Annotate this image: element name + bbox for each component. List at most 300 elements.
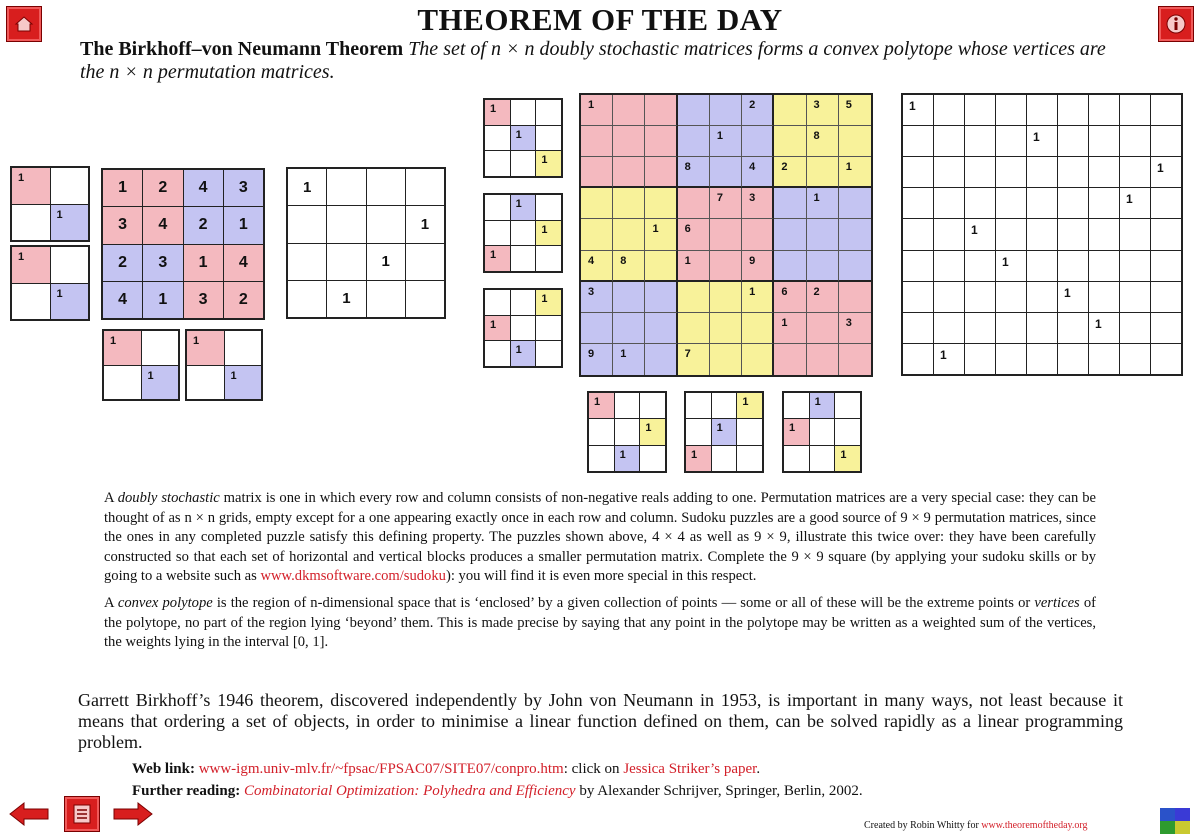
matrix-cell: 1	[774, 313, 806, 344]
matrix-cell: 1	[1120, 188, 1150, 218]
text-run: : click on	[563, 761, 624, 777]
matrix-cell	[1027, 313, 1057, 343]
website-link[interactable]: www.theoremoftheday.org	[981, 820, 1088, 831]
web-link-line	[132, 758, 1132, 780]
matrix-cell	[1058, 344, 1088, 374]
matrix-cell	[934, 282, 964, 312]
matrix-cell	[1027, 344, 1057, 374]
matrix-cell	[774, 188, 806, 219]
matrix-cell: 1	[1151, 157, 1181, 187]
matrix-cell	[51, 247, 89, 283]
matrix-cell	[12, 205, 50, 241]
term-convex-polytope: convex polytope	[117, 594, 213, 611]
matrix-cell	[1151, 188, 1181, 218]
matrix-cell: 1	[1058, 282, 1088, 312]
matrix-cell: 1	[225, 366, 262, 400]
small-matrix-3x3	[483, 288, 563, 368]
matrix-cell	[996, 188, 1026, 218]
matrix-cell	[1058, 219, 1088, 249]
matrix-cell	[581, 157, 613, 188]
matrix-cell	[774, 251, 806, 282]
matrix-cell	[742, 219, 774, 250]
small-matrix-3x3	[587, 391, 667, 473]
matrix-cell	[288, 206, 326, 242]
matrix-cell	[1027, 157, 1057, 187]
logo-icon	[1160, 808, 1190, 834]
matrix-cell	[645, 188, 677, 219]
matrix-cell: 1	[678, 251, 710, 282]
matrix-cell	[710, 95, 742, 126]
matrix-cell	[965, 344, 995, 374]
matrix-cell	[645, 344, 677, 375]
matrix-cell	[288, 244, 326, 280]
matrix-cell	[1027, 219, 1057, 249]
matrix-cell	[51, 168, 89, 204]
matrix-cell	[1089, 95, 1119, 125]
small-matrix-3x3	[684, 391, 764, 473]
matrix-cell	[536, 126, 561, 151]
matrix-cell: 1	[737, 393, 762, 418]
matrix-cell	[996, 219, 1026, 249]
matrix-cell	[645, 313, 677, 344]
matrix-cell	[187, 366, 224, 400]
matrix-cell: 1	[784, 419, 809, 444]
matrix-cell	[903, 251, 933, 281]
matrix-cell: 2	[774, 157, 806, 188]
matrix-cell	[1120, 344, 1150, 374]
matrix-cell: 1	[184, 245, 223, 281]
matrix-cell	[1151, 219, 1181, 249]
matrix-cell: 1	[142, 366, 179, 400]
matrix-cell: 1	[640, 419, 665, 444]
matrix-cell	[965, 251, 995, 281]
small-matrix-2x2	[10, 245, 90, 321]
text-run: matrix is one in which every row and column consists of non-negative reals adding to one. Permutation matrices are a very special case: they can be thought of as n × n grids, empty except for a one appearing exactly once in each row and column. Sudoku puzzles are a good source of 9 × 9 permutation matrices, since the ones in any completed puzzle satisfy this defining property. The puzzles shown above, 4 × 4 as well as 9 × 9, illustrate this twice over: they have been carefully constructed so that each set of horizontal and vertical blocks produces a smaller permutation matrix. Complete the 9 × 9 square (by applying your sudoku skills or by going to a website such as	[104, 490, 1096, 585]
matrix-cell	[712, 446, 737, 471]
web-link-label: Web link:	[132, 761, 195, 777]
matrix-cell: 1	[406, 206, 444, 242]
matrix-cell	[589, 419, 614, 444]
matrix-cell	[965, 157, 995, 187]
matrix-cell	[613, 219, 645, 250]
matrix-cell	[613, 188, 645, 219]
permutation-matrix-4x4	[286, 167, 446, 319]
matrix-cell: 2	[742, 95, 774, 126]
matrix-cell	[742, 126, 774, 157]
matrix-cell	[613, 95, 645, 126]
matrix-cell	[1151, 251, 1181, 281]
matrix-cell	[536, 100, 561, 125]
matrix-cell: 1	[187, 331, 224, 365]
credit-line	[864, 820, 1088, 831]
small-matrix-2x2	[10, 166, 90, 242]
matrix-cell: 4	[224, 245, 263, 281]
matrix-cell	[1058, 126, 1088, 156]
matrix-cell	[686, 393, 711, 418]
matrix-cell	[511, 290, 536, 315]
matrix-cell	[784, 446, 809, 471]
matrix-cell	[536, 195, 561, 220]
matrix-cell: 5	[839, 95, 871, 126]
arrow-right-icon[interactable]	[112, 800, 154, 828]
web-link-url[interactable]: www-igm.univ-mlv.fr/~fpsac/FPSAC07/SITE07/conpro.htm	[198, 761, 564, 777]
matrix-cell	[1089, 188, 1119, 218]
matrix-cell: 1	[615, 446, 640, 471]
text-run: .	[756, 761, 761, 777]
matrix-cell	[536, 316, 561, 341]
matrix-cell	[645, 95, 677, 126]
matrix-cell	[934, 188, 964, 218]
matrix-cell	[511, 246, 536, 271]
small-matrix-3x3	[782, 391, 862, 473]
matrix-cell	[1120, 219, 1150, 249]
matrix-cell	[615, 393, 640, 418]
matrix-cell: 1	[485, 316, 510, 341]
matrix-cell: 1	[536, 221, 561, 246]
matrix-cell: 1	[839, 157, 871, 188]
matrix-cell	[485, 126, 510, 151]
text-run: A	[104, 490, 118, 506]
matrix-cell: 3	[103, 207, 142, 243]
matrix-cell	[678, 313, 710, 344]
matrix-cell	[1089, 282, 1119, 312]
references	[132, 758, 1132, 802]
matrix-cell	[12, 284, 50, 320]
text-run: is the region of n-dimensional space that is ‘enclosed’ by a given collection of points — some or all of these will be the extreme points or	[212, 594, 1035, 611]
matrix-cell: 4	[143, 207, 182, 243]
matrix-cell	[839, 188, 871, 219]
matrix-cell: 7	[678, 344, 710, 375]
matrix-cell	[774, 95, 806, 126]
matrix-cell	[1151, 282, 1181, 312]
matrix-cell: 1	[965, 219, 995, 249]
small-matrix-2x2	[102, 329, 180, 401]
term-vertices: vertices	[1034, 594, 1080, 611]
matrix-cell: 1	[288, 169, 326, 205]
sudoku-link[interactable]: www.dkmsoftware.com/sudoku	[260, 568, 446, 585]
matrix-cell	[1089, 157, 1119, 187]
matrix-cell	[485, 151, 510, 176]
matrix-cell	[810, 419, 835, 444]
matrix-cell: 6	[774, 282, 806, 313]
matrix-cell	[581, 188, 613, 219]
further-reading-label: Further reading:	[132, 783, 241, 799]
paper-link[interactable]: Jessica Striker’s paper	[623, 761, 757, 777]
matrix-cell	[742, 313, 774, 344]
matrix-cell: 3	[742, 188, 774, 219]
matrix-cell	[640, 446, 665, 471]
text-run: by Alexander Schrijver, Springer, Berlin, 2002.	[575, 783, 863, 799]
matrix-cell	[710, 251, 742, 282]
matrix-cell	[645, 282, 677, 313]
matrix-cell: 2	[143, 170, 182, 206]
matrix-cell	[615, 419, 640, 444]
matrix-cell	[903, 126, 933, 156]
matrix-cell: 1	[536, 151, 561, 176]
matrix-cell	[1027, 251, 1057, 281]
matrix-cell	[1089, 219, 1119, 249]
matrix-cell: 1	[485, 100, 510, 125]
matrix-cell	[903, 282, 933, 312]
matrix-cell	[511, 221, 536, 246]
matrix-cell	[485, 195, 510, 220]
matrix-cell: 1	[903, 95, 933, 125]
matrix-cell	[737, 446, 762, 471]
matrix-cell	[839, 219, 871, 250]
matrix-cell: 1	[12, 247, 50, 283]
matrix-cell	[142, 331, 179, 365]
explanation-text	[104, 489, 1096, 660]
permutation-matrix-9x9	[901, 93, 1183, 376]
matrix-cell	[996, 282, 1026, 312]
matrix-cell	[934, 251, 964, 281]
matrix-cell	[613, 157, 645, 188]
matrix-cell: 1	[1027, 126, 1057, 156]
matrix-cell	[406, 244, 444, 280]
small-matrix-2x2	[185, 329, 263, 401]
matrix-cell	[996, 95, 1026, 125]
matrix-cell	[903, 313, 933, 343]
matrix-cell: 1	[103, 170, 142, 206]
matrix-cell	[225, 331, 262, 365]
matrix-cell: 4	[742, 157, 774, 188]
matrix-cell: 1	[645, 219, 677, 250]
matrix-cell	[807, 219, 839, 250]
matrix-cell: 9	[581, 344, 613, 375]
matrix-cell	[645, 126, 677, 157]
paragraph-convex-polytope	[104, 594, 1096, 653]
matrix-cell	[996, 313, 1026, 343]
matrix-cell	[536, 341, 561, 366]
matrix-cell: 8	[807, 126, 839, 157]
matrix-cell	[737, 419, 762, 444]
matrix-cell	[710, 313, 742, 344]
matrix-cell: 1	[51, 205, 89, 241]
matrix-cell	[807, 157, 839, 188]
matrix-cell	[367, 206, 405, 242]
matrix-cell: 2	[807, 282, 839, 313]
matrix-cell: 1	[934, 344, 964, 374]
matrix-cell: 3	[807, 95, 839, 126]
matrix-cell	[589, 446, 614, 471]
matrix-cell	[536, 246, 561, 271]
matrix-cell	[807, 251, 839, 282]
matrix-cell	[406, 281, 444, 317]
summary-text: Garrett Birkhoff’s 1946 theorem, discovered independently by John von Neumann in 1953, is important in many ways, not least because it means that ordering a set of objects, in order to minimise a linear function defined on them, can be solved rapidly as a linear programming problem.	[78, 690, 1123, 752]
matrix-cell	[1089, 344, 1119, 374]
matrix-cell	[996, 126, 1026, 156]
matrix-cell: 1	[12, 168, 50, 204]
matrix-cell	[678, 188, 710, 219]
matrix-cell	[485, 341, 510, 366]
matrix-cell	[1027, 95, 1057, 125]
matrix-cell	[485, 221, 510, 246]
index-icon	[72, 803, 92, 825]
arrow-left-icon[interactable]	[8, 800, 50, 828]
matrix-cell	[934, 313, 964, 343]
matrix-cell: 2	[103, 245, 142, 281]
matrix-cell	[934, 219, 964, 249]
text-run: A	[104, 594, 118, 611]
theorem-name: The Birkhoff–von Neumann Theorem	[80, 38, 404, 60]
matrix-cell	[581, 126, 613, 157]
matrix-cell: 2	[224, 282, 263, 318]
matrix-cell	[686, 419, 711, 444]
matrix-cell	[288, 281, 326, 317]
matrix-cell: 3	[143, 245, 182, 281]
matrix-cell	[678, 282, 710, 313]
matrix-cell: 7	[710, 188, 742, 219]
matrix-cell	[640, 393, 665, 418]
matrix-cell	[1120, 251, 1150, 281]
matrix-cell: 1	[742, 282, 774, 313]
matrix-cell: 4	[581, 251, 613, 282]
matrix-cell	[406, 169, 444, 205]
matrix-cell: 6	[678, 219, 710, 250]
matrix-cell: 1	[613, 344, 645, 375]
matrix-cell	[934, 95, 964, 125]
matrix-cell	[1120, 157, 1150, 187]
matrix-cell	[903, 344, 933, 374]
sudoku-9x9	[579, 93, 873, 377]
matrix-cell	[327, 244, 365, 280]
matrix-cell	[965, 282, 995, 312]
matrix-cell	[1120, 95, 1150, 125]
matrix-cell: 1	[712, 419, 737, 444]
matrix-cell	[774, 219, 806, 250]
theorem-statement: The set of n × n doubly stochastic matrices forms a convex polytope whose vertices are the n × n permutation matrices.	[80, 38, 1106, 83]
matrix-cell	[996, 157, 1026, 187]
matrix-cell: 1	[807, 188, 839, 219]
matrix-cell	[613, 126, 645, 157]
matrix-cell: 1	[511, 341, 536, 366]
matrix-cell: 2	[184, 207, 223, 243]
theorem-heading	[80, 38, 1130, 84]
matrix-cell	[774, 344, 806, 375]
matrix-cell	[645, 157, 677, 188]
matrix-cell	[327, 206, 365, 242]
matrix-cell: 1	[51, 284, 89, 320]
matrix-cell	[645, 251, 677, 282]
matrix-cell	[367, 281, 405, 317]
matrix-cell	[965, 95, 995, 125]
matrix-cell: 1	[589, 393, 614, 418]
matrix-cell	[678, 126, 710, 157]
sudoku-4x4	[101, 168, 265, 320]
matrix-cell	[742, 344, 774, 375]
matrix-cell	[1151, 95, 1181, 125]
matrix-cell	[965, 313, 995, 343]
matrix-cell	[903, 188, 933, 218]
matrix-cell: 1	[485, 246, 510, 271]
matrix-cell	[839, 251, 871, 282]
matrix-cell: 1	[1089, 313, 1119, 343]
small-matrix-3x3	[483, 193, 563, 273]
matrix-cell	[807, 344, 839, 375]
matrix-cell	[1027, 188, 1057, 218]
matrix-cell: 9	[742, 251, 774, 282]
page-title: THEOREM OF THE DAY	[417, 2, 783, 37]
matrix-cell: 1	[710, 126, 742, 157]
matrix-cell: 8	[678, 157, 710, 188]
matrix-cell	[710, 157, 742, 188]
matrix-cell	[581, 313, 613, 344]
matrix-cell: 3	[184, 282, 223, 318]
index-button[interactable]	[64, 796, 100, 832]
matrix-cell	[903, 219, 933, 249]
term-doubly-stochastic: doubly stochastic	[117, 490, 220, 506]
further-reading-line	[132, 780, 1132, 802]
matrix-cell	[903, 157, 933, 187]
matrix-cell	[581, 219, 613, 250]
matrix-cell: 3	[224, 170, 263, 206]
matrix-cell	[1120, 126, 1150, 156]
text-run: of the polytope, no part of the region lying ‘beyond’ them. This is made precise by saying that any point in the polytope may be written as a weighted sum of the vertices, the weights lying in the interval [0, 1].	[104, 594, 1097, 651]
matrix-cell	[839, 282, 871, 313]
matrix-cell	[678, 95, 710, 126]
matrix-cell: 1	[996, 251, 1026, 281]
matrix-cell	[485, 290, 510, 315]
matrix-cell: 1	[536, 290, 561, 315]
matrix-cell	[1058, 313, 1088, 343]
matrix-cell	[1058, 95, 1088, 125]
matrix-cell: 4	[184, 170, 223, 206]
matrix-cell: 1	[581, 95, 613, 126]
matrix-cell: 4	[103, 282, 142, 318]
matrix-cell	[367, 169, 405, 205]
paragraph-doubly-stochastic	[104, 489, 1096, 587]
book-title-link[interactable]: Combinatorial Optimization: Polyhedra and Efficiency	[243, 783, 576, 799]
matrix-cell	[511, 100, 536, 125]
matrix-cell: 1	[686, 446, 711, 471]
matrix-cell: 1	[143, 282, 182, 318]
matrix-cell: 3	[581, 282, 613, 313]
matrix-cell	[934, 157, 964, 187]
matrix-cell	[839, 126, 871, 157]
matrix-cell	[710, 282, 742, 313]
matrix-cell	[835, 419, 860, 444]
matrix-cell	[613, 282, 645, 313]
matrix-cell	[835, 393, 860, 418]
matrix-cell	[1151, 344, 1181, 374]
matrix-cell	[934, 126, 964, 156]
matrix-cell	[1058, 251, 1088, 281]
matrix-cell	[1058, 157, 1088, 187]
matrix-cell: 1	[327, 281, 365, 317]
text-run: Created by Robin Whitty for	[864, 820, 982, 831]
matrix-cell	[613, 313, 645, 344]
matrix-cell	[710, 344, 742, 375]
matrix-cell	[511, 151, 536, 176]
matrix-cell: 1	[810, 393, 835, 418]
matrix-cell: 8	[613, 251, 645, 282]
matrix-cell	[710, 219, 742, 250]
matrix-cell	[104, 366, 141, 400]
matrix-cell	[327, 169, 365, 205]
matrix-cell	[1089, 126, 1119, 156]
matrix-cell	[1120, 282, 1150, 312]
matrix-cell	[511, 316, 536, 341]
matrix-cell	[1089, 251, 1119, 281]
text-run: ): you will find it is even more special in this respect.	[445, 568, 757, 585]
matrix-cell: 1	[367, 244, 405, 280]
small-matrix-3x3	[483, 98, 563, 178]
matrix-cell	[1151, 313, 1181, 343]
matrix-cell	[810, 446, 835, 471]
matrix-cell	[996, 344, 1026, 374]
matrix-cell	[1058, 188, 1088, 218]
matrix-cell	[784, 393, 809, 418]
